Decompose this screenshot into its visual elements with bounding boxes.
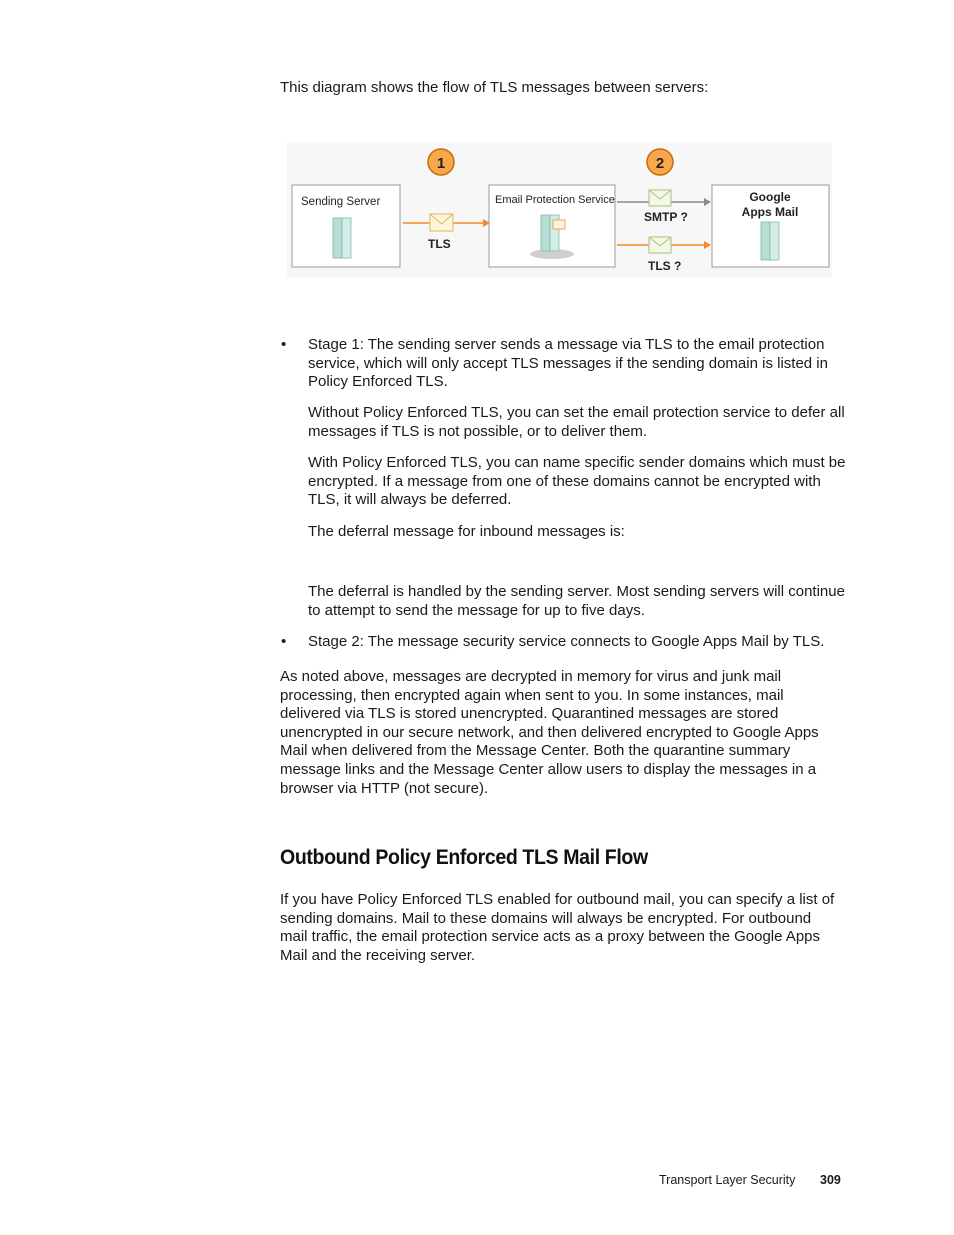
tls-question-label: TLS ?: [648, 259, 682, 273]
intro-text: This diagram shows the flow of TLS messages between servers:: [280, 79, 709, 96]
decryption-paragraph: As noted above, messages are decrypted in memory for virus and junk mail processing, then encrypted again when sent to you. In some instances, mail delivered via TLS is stored unencrypted. Quarantined messages are stored unencrypted in our secure network, and then delivered encrypted to Google Apps Mail when delivered from the Message Center. Both the quarantine summary message links and the Message Center allow users to display the messages in a browser via HTTP (not secure).: [280, 668, 819, 797]
outbound-paragraph: If you have Policy Enforced TLS enabled for outbound mail, you can specify a list of sending domains. Mail to these domains will always be encrypted. For outbound mail traffic, the email protection service acts as a proxy between the Google Apps Mail and the receiving server.: [280, 891, 835, 964]
server-icon: [333, 218, 351, 258]
without-policy-text: Without Policy Enforced TLS, you can set the email protection service to defer all messages if TLS is not possible, or to deliver them.: [308, 404, 845, 440]
stage-1-text: Stage 1: The sending server sends a message via TLS to the email protection service, which will only accept TLS messages if the sending domain is listed in Policy Enforced TLS.: [308, 336, 828, 391]
envelope-icon: [649, 237, 671, 253]
with-policy-text: With Policy Enforced TLS, you can name specific sender domains which must be encrypted. If a message from one of these domains cannot be encrypted with TLS, it will always be deferred.: [308, 454, 846, 509]
svg-text:2: 2: [655, 155, 665, 172]
google-label-line1: Google: [749, 190, 791, 204]
tls-label: TLS: [428, 237, 451, 251]
email-protection-box: [489, 185, 615, 267]
bullet-marker: •: [281, 336, 287, 353]
smtp-label: SMTP ?: [644, 210, 688, 224]
envelope-icon: [430, 214, 453, 231]
tls-flow-diagram: [287, 142, 832, 277]
envelope-icon: [649, 190, 671, 206]
deferral-handled-text: The deferral is handled by the sending server. Most sending servers will continue to attempt to send the message for up to five days.: [308, 583, 845, 619]
svg-text:1: 1: [436, 155, 446, 172]
page-number: 309: [820, 1173, 841, 1187]
bullet-marker: •: [281, 633, 287, 650]
google-apps-mail-box: [712, 185, 829, 267]
footer-chapter-title: Transport Layer Security: [659, 1173, 796, 1187]
section-heading: Outbound Policy Enforced TLS Mail Flow: [280, 846, 648, 869]
sending-server-box: [292, 185, 400, 267]
stage-2-badge: [647, 149, 673, 175]
sending-server-label: Sending Server: [301, 196, 381, 208]
google-label-line2: Apps Mail: [741, 205, 799, 219]
deferral-message-text: The deferral message for inbound messages is:: [308, 523, 625, 540]
stage-2-text: Stage 2: The message security service connects to Google Apps Mail by TLS.: [308, 633, 825, 650]
stage-1-badge: [428, 149, 454, 175]
email-protection-label: Email Protection Service: [495, 194, 615, 206]
google-server-icon: [761, 222, 779, 260]
